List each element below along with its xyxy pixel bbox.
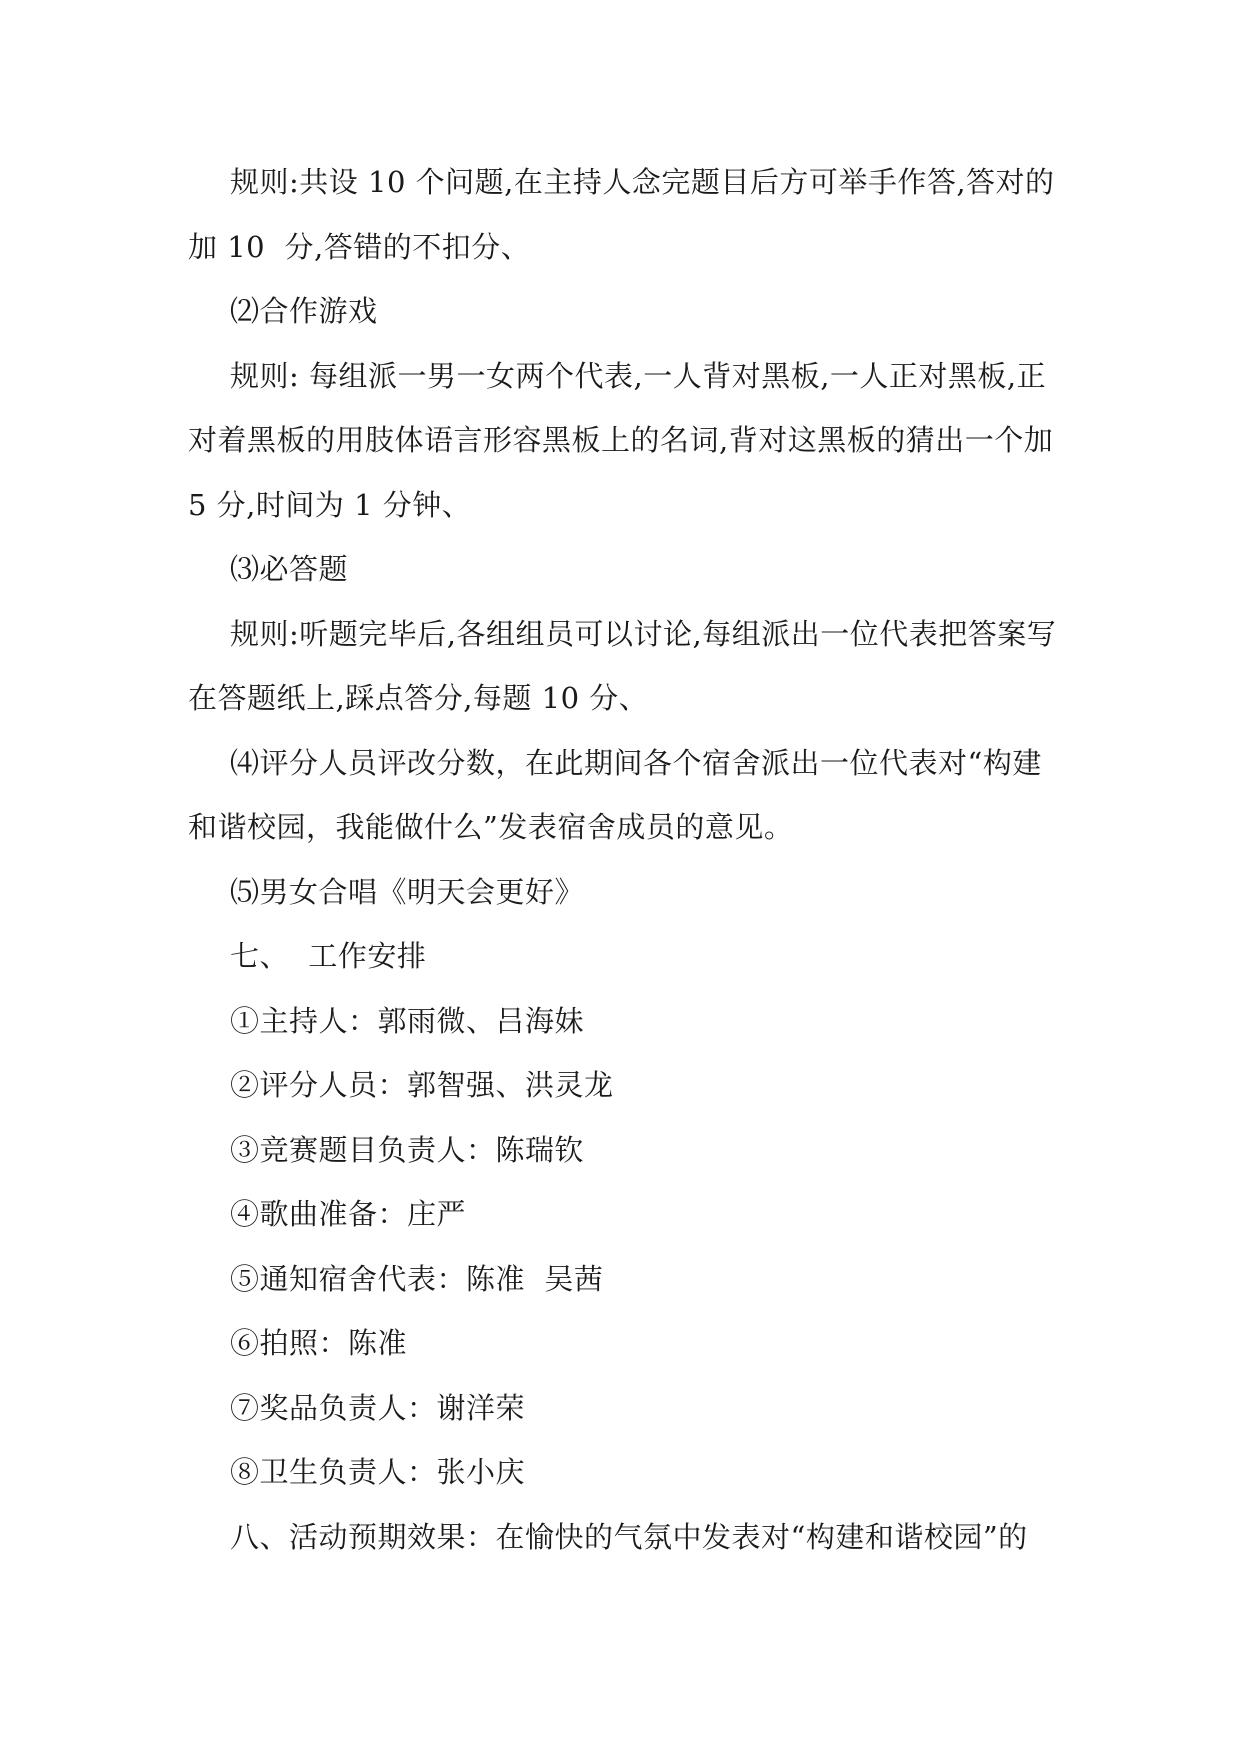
document-body bbox=[188, 150, 1063, 1569]
list-item-scorers: ②评分人员：郭智强、洪灵龙 bbox=[230, 1068, 614, 1102]
paragraph-rules-required-questions: 规则:听题完毕后,各组组员可以讨论,每组派出一位代表把答案写在答题纸上,踩点答分,每题 10 分、 bbox=[188, 616, 1057, 715]
list-item-song-prep: ④歌曲准备：庄严 bbox=[230, 1197, 467, 1231]
list-item-dorm-notice: ⑤通知宿舍代表：陈准 吴茜 bbox=[230, 1261, 604, 1296]
paragraph-cooperation-game-heading: ⑵合作游戏 bbox=[230, 294, 378, 328]
list-item-question-lead: ③竞赛题目负责人：陈瑞钦 bbox=[230, 1132, 585, 1167]
list-item-prizes: ⑦奖品负责人：谢洋荣 bbox=[230, 1390, 526, 1425]
paragraph-required-questions-heading: ⑶必答题 bbox=[230, 552, 349, 586]
paragraph-scoring-and-opinions: ⑷评分人员评改分数，在此期间各个宿舍派出一位代表对“构建和谐校园，我能做什么”发表宿舍成员的意见。 bbox=[188, 745, 1042, 844]
list-item-photography: ⑥拍照：陈准 bbox=[230, 1326, 408, 1360]
paragraph-chorus: ⑸男女合唱《明天会更好》 bbox=[230, 874, 585, 909]
paragraph-rules-quick-answer: 规则:共设 10 个问题,在主持人念完题目后方可举手作答,答对的加 10 分,答错的不扣分、 bbox=[188, 165, 1055, 264]
list-item-host: ①主持人：郭雨微、吕海妹 bbox=[230, 1003, 585, 1038]
section-heading-work-arrangement: 七、 工作安排 bbox=[230, 939, 427, 973]
list-item-sanitation: ⑧卫生负责人：张小庆 bbox=[230, 1455, 526, 1489]
paragraph-rules-cooperation-game: 规则: 每组派一男一女两个代表,一人背对黑板,一人正对黑板,正对着黑板的用肢体语言形容黑板上的名词,背对这黑板的猜出一个加 5 分,时间为 1 分钟、 bbox=[188, 358, 1063, 522]
section-heading-expected-effect: 八、活动预期效果：在愉快的气氛中发表对“构建和谐校园”的 bbox=[230, 1519, 1028, 1554]
